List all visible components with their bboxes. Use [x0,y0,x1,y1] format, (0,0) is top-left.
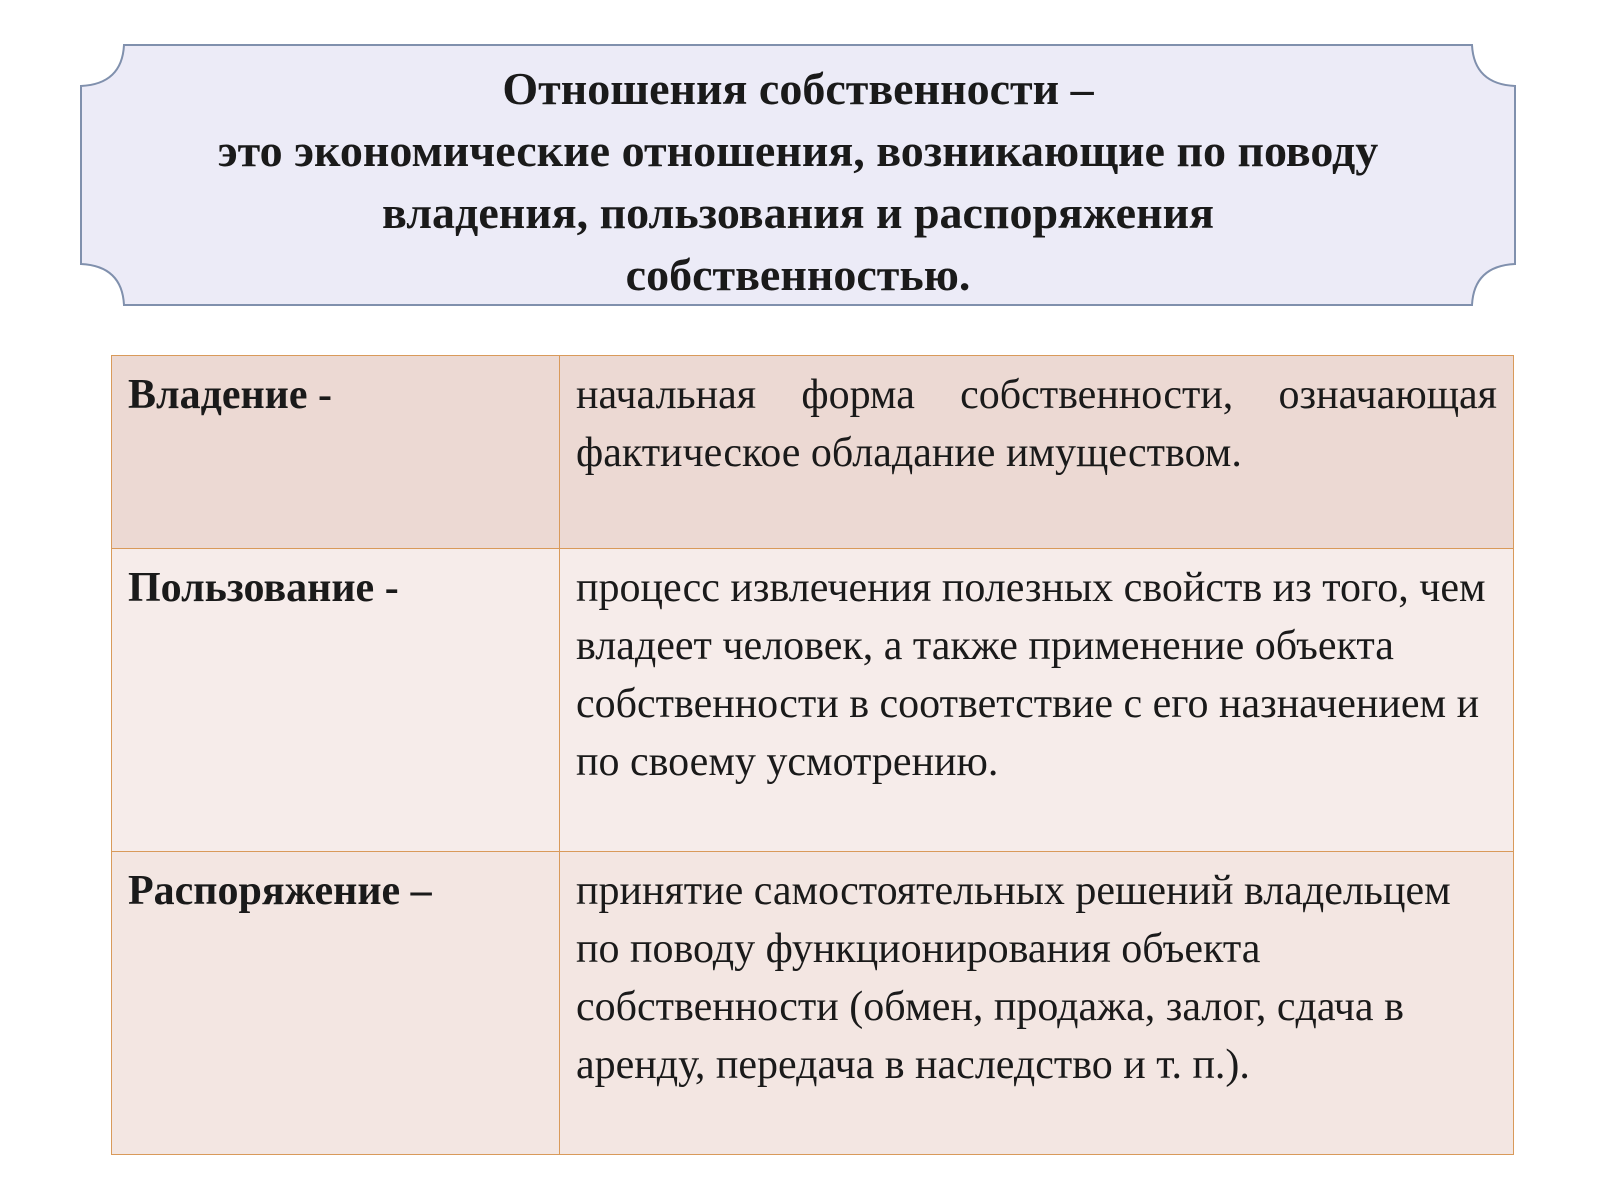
plaque-line-2: это экономические отношения, возникающие по поводу [217,125,1379,176]
definition-cell [560,549,1514,852]
term-cell [112,356,560,549]
plaque-title: Отношения собственности – [502,63,1094,114]
plaque-line-4: собственностью. [625,249,971,300]
term-ownership: Владение - [128,372,332,418]
term-cell [112,549,560,852]
definition-usage: процесс извлечения полезных свойств из того, чем владеет человек, а также применение объекта собственности в соответствие с его назначением и по своему усмотрению. [576,565,1486,785]
definition-cell [560,356,1514,549]
definition-plaque [80,44,1516,306]
term-cell [112,852,560,1155]
definitions-table [111,355,1514,1155]
plaque-heading [120,58,1476,306]
table-row [112,549,1514,852]
term-usage: Пользование - [128,565,399,611]
term-disposal: Распоряжение – [128,868,432,914]
definition-cell [560,852,1514,1155]
table-row [112,852,1514,1155]
plaque-line-3: владения, пользования и распоряжения [382,187,1214,238]
definition-disposal: принятие самостоятельных решений владельцем по поводу функционирования объекта собственности (обмен, продажа, залог, сдача в аренду, передача в наследство и т. п.). [576,868,1451,1088]
definition-ownership: начальная форма собственности, означающая фактическое обладание имуществом. [576,372,1497,476]
table-row [112,356,1514,549]
